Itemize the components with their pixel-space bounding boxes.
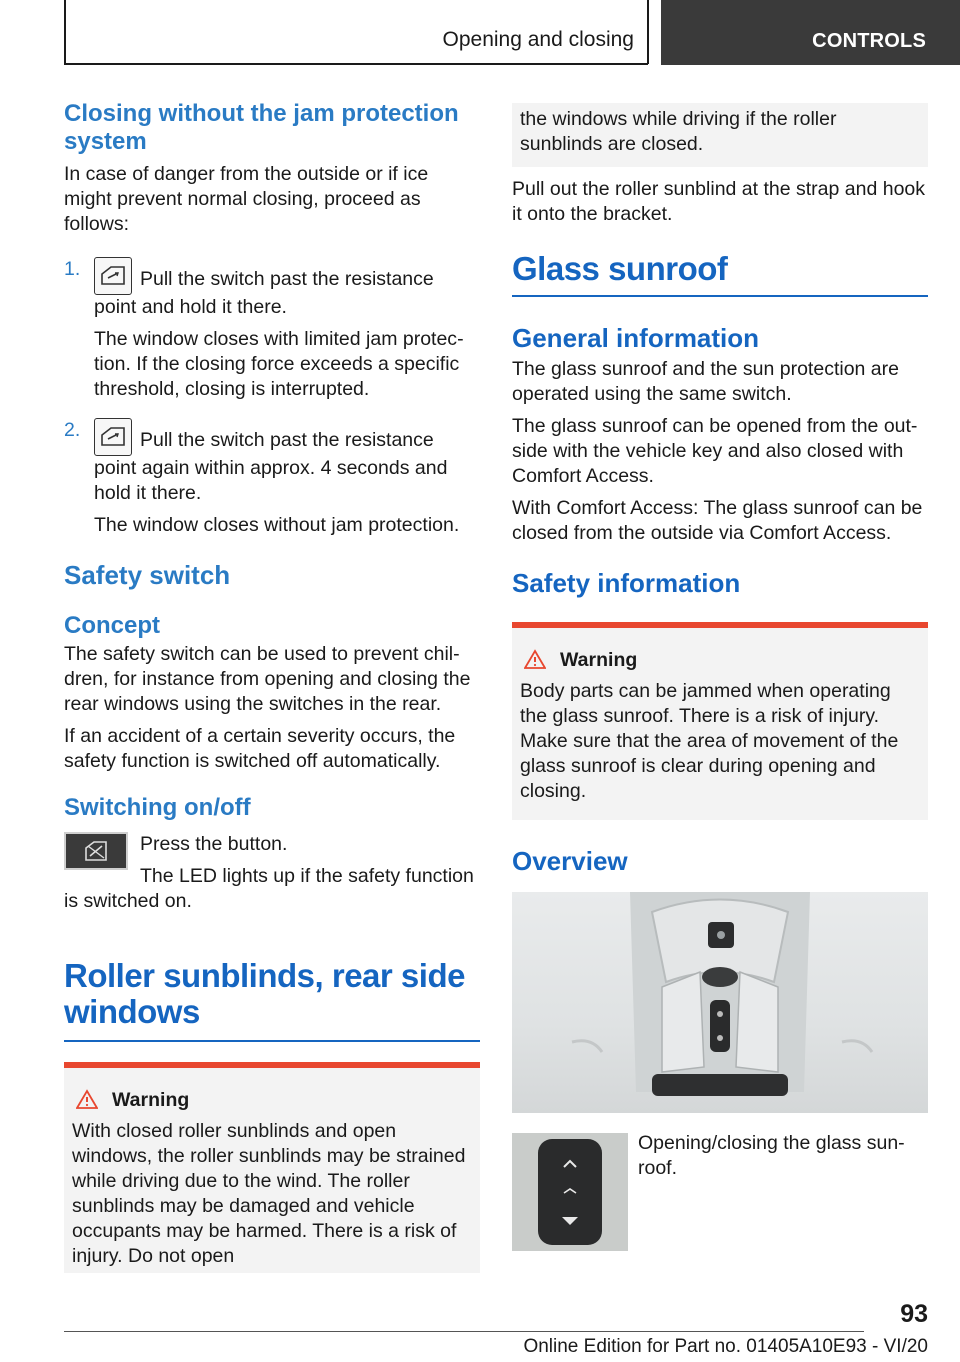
heading-roller-sunblinds: Roller sunblinds, rear side windows [64, 957, 465, 1030]
step-2-result: The window closes without jam protection. [94, 514, 460, 536]
ceiling-console-illustration [512, 892, 928, 1113]
safety-button-block [64, 832, 480, 914]
warning-text: With closed roller sunblinds and open windows, the roller sunblinds may be strained while driving due to the wind. The roller sunblinds may be damaged and vehicle occupants may be harmed. There is a risk of injury. Do not open [72, 1119, 466, 1267]
heading-overview: Overview [512, 845, 628, 876]
paragraph-concept-1: The safety switch can be used to prevent children, for instance from opening and closing the rear windows using the switches in the rear. [64, 643, 471, 715]
paragraph-general-1: The glass sunroof and the sun protection are operated using the same switch. [512, 357, 899, 405]
warning-box-continued [512, 103, 928, 167]
warning-box-roller [64, 1062, 480, 1273]
warning-box-sunroof [512, 622, 928, 820]
page-number: 93 [900, 1300, 928, 1328]
header-chapter-label: CONTROLS [812, 30, 926, 52]
overview-switch-block [512, 1133, 928, 1251]
led-text: The LED lights up if the safety function is switched on. [64, 865, 474, 912]
heading-jam-protection: Closing without the jam protection system [64, 100, 459, 155]
step-2-label: Pull the switch past the resistance point again within approx. 4 seconds and hold it there. [94, 429, 448, 504]
heading-glass-sunroof: Glass sunroof [512, 250, 728, 287]
warning-title-text: Warning [560, 648, 638, 671]
heading-general-information: General information [512, 322, 760, 353]
safety-button-image [64, 832, 128, 870]
warning-title-text: Warning [112, 1088, 190, 1111]
step-1-number: 1. [64, 258, 81, 280]
warning-title [520, 648, 920, 673]
step-2 [64, 418, 480, 538]
window-switch-icon [94, 418, 132, 456]
step-1-label: Pull the switch past the resistance point and hold it there. [94, 268, 434, 318]
step-2-number: 2. [64, 419, 81, 441]
child-lock-icon [66, 834, 126, 868]
header-divider [647, 0, 649, 64]
warning-icon [524, 649, 546, 669]
warning-icon [76, 1089, 98, 1109]
heading-switching: Switching on/off [64, 794, 251, 821]
step-1-text [94, 257, 480, 320]
overview-image-ceiling [512, 892, 928, 1113]
step-1 [64, 257, 480, 402]
header-chapter-tab [661, 0, 960, 65]
step-1-result: The window closes with limited jam protection. If the closing force exceeds a specific threshold, closing is interrupted. [94, 328, 464, 400]
heading-safety-switch: Safety switch [64, 560, 231, 590]
paragraph-open-close: Opening/closing the glass sunroof. [638, 1131, 905, 1179]
footer-edition: Online Edition for Part no. 01405A10E93 - VI/20 [523, 1336, 928, 1357]
heading-rule [64, 1040, 480, 1042]
heading-safety-information: Safety information [512, 567, 741, 598]
right-column [512, 100, 928, 1251]
step-2-text [94, 418, 480, 506]
paragraph-pull-out: Pull out the roller sunblind at the strap and hook it onto the bracket. [512, 178, 926, 225]
warning-title [72, 1088, 472, 1113]
warning-continued-text: the windows while driving if the roller sunblinds are closed. [520, 108, 837, 155]
paragraph-jam-intro: In case of danger from the outside or if ice might prevent normal closing, proceed as follows: [64, 163, 429, 235]
paragraph-general-2: The glass sunroof can be opened from the outside with the vehicle key and also closed with Comfort Access. [512, 414, 918, 487]
left-column [64, 100, 480, 1273]
header-section-title: Opening and closing [442, 28, 634, 51]
window-switch-icon [94, 257, 132, 295]
paragraph-general-3: With Comfort Access: The glass sunroof can be closed from the outside via Comfort Access. [512, 496, 923, 544]
sunroof-switch-icon [512, 1133, 628, 1251]
paragraph-press-button: Press the button. [140, 833, 288, 855]
warning-text: Body parts can be jammed when operating the glass sunroof. There is a risk of injury. Make sure that the area of movement of the glass sunroof is clear during opening and closing. [520, 679, 899, 802]
paragraph-concept-2: If an accident of a certain severity occurs, the safety function is switched off automatically. [64, 725, 456, 772]
header-left-rule [64, 0, 66, 64]
sunroof-switch-image [512, 1133, 628, 1251]
footer-rule [64, 1331, 864, 1332]
heading-rule [512, 295, 928, 297]
paragraph-led [64, 864, 480, 914]
heading-concept: Concept [64, 612, 160, 639]
header-bottom-rule [64, 63, 648, 65]
